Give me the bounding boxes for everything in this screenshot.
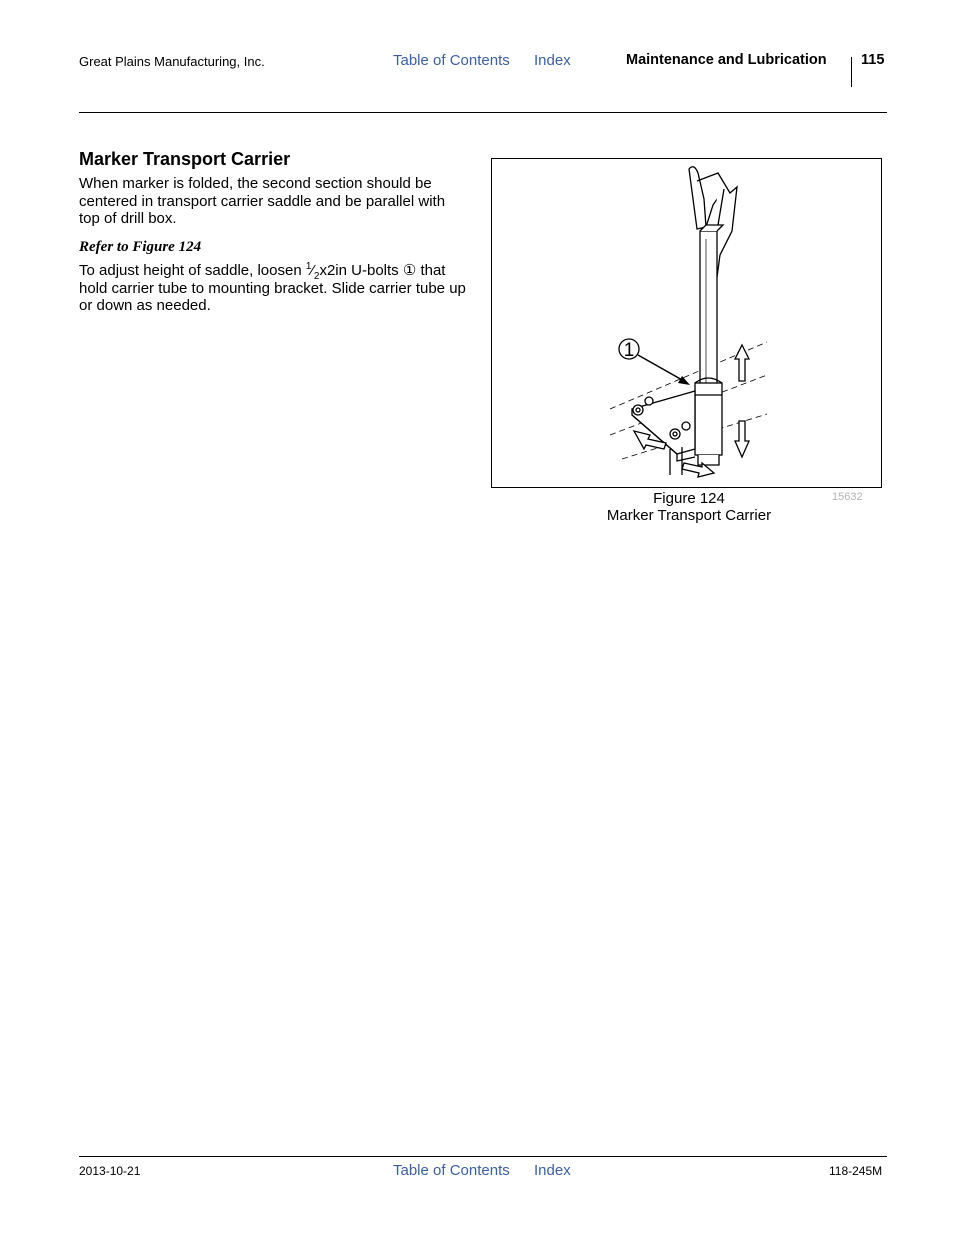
footer-toc-link[interactable]: Table of Contents [393, 1162, 510, 1179]
page-number: 115 [861, 52, 885, 68]
header-rule [79, 112, 887, 113]
figure-frame [491, 158, 882, 488]
document-number: 118-245M [829, 1164, 883, 1178]
paragraph-folded-marker: When marker is folded, the second section should be centered in transport carrier saddle and be parallel with top of drill box. [79, 175, 446, 227]
header-divider [851, 57, 852, 87]
footer-index-link[interactable]: Index [534, 1162, 571, 1179]
callout-number: 1 [623, 340, 635, 361]
company-name: Great Plains Manufacturing, Inc. [79, 54, 265, 69]
image-number: 15632 [832, 491, 863, 503]
figure-caption-number: Figure 124 [653, 490, 725, 507]
marker-carrier-illustration [492, 159, 881, 487]
section-title: Maintenance and Lubrication [626, 52, 827, 68]
figure-reference: Refer to Figure 124 [79, 239, 202, 255]
footer-date: 2013-10-21 [79, 1164, 141, 1178]
footer-rule [79, 1156, 887, 1157]
header-toc-link[interactable]: Table of Contents [393, 52, 510, 69]
header-index-link[interactable]: Index [534, 52, 571, 69]
adjust-text-start: To adjust height of saddle, loosen [79, 262, 306, 279]
paragraph-adjust-saddle [79, 262, 469, 315]
fraction-half: $^1⁄_2$ [305, 261, 320, 282]
adjust-text-end: x2in U-bolts ① that hold carrier tube to mounting bracket. Slide carrier tube up or down as needed. [79, 262, 466, 314]
page-title: Marker Transport Carrier [79, 149, 291, 169]
figure-caption-title: Marker Transport Carrier [606, 507, 772, 524]
